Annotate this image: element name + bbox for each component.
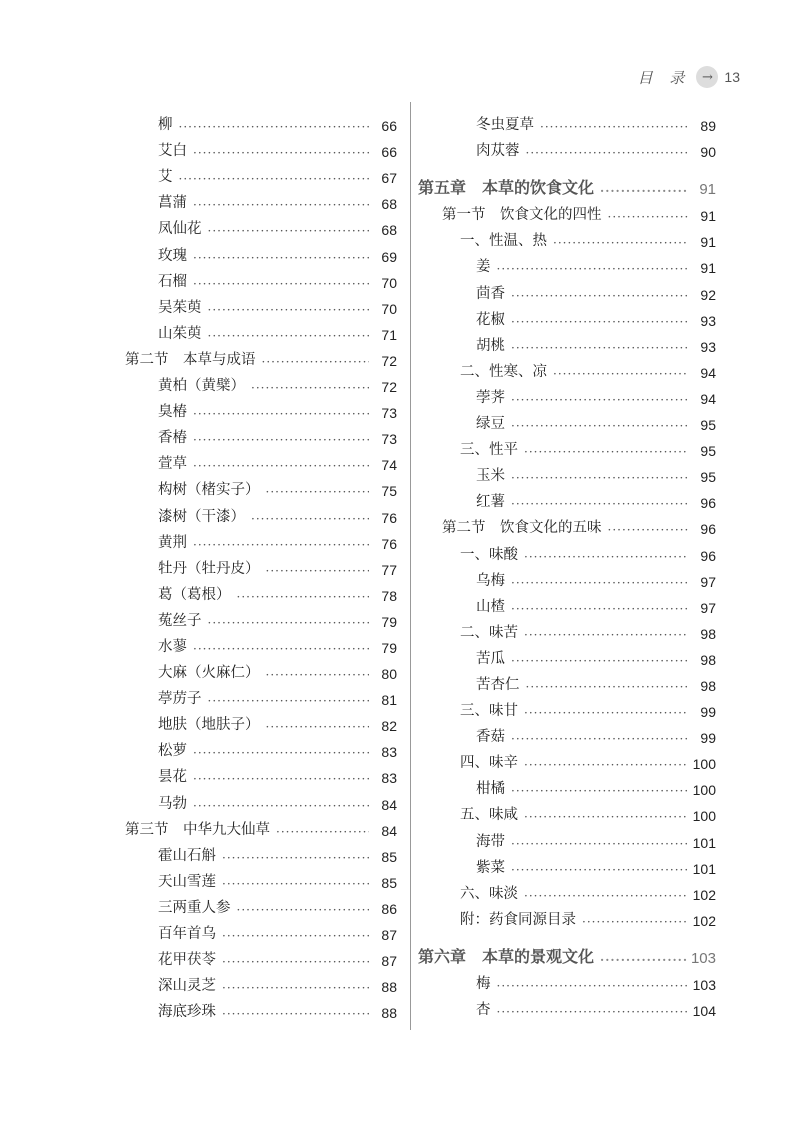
toc-entry-page: 69 (381, 248, 397, 265)
toc-entry-page: 92 (700, 286, 716, 303)
toc-entry-label: 一、味酸 (460, 546, 518, 563)
toc-entry-page: 66 (381, 118, 397, 135)
toc-entry-herb[interactable] (418, 485, 716, 511)
leader-dots (193, 433, 369, 447)
toc-entry-herb[interactable] (418, 642, 716, 668)
toc-entry-label: 花甲茯苓 (158, 952, 216, 969)
leader-dots (222, 877, 369, 891)
toc-entry-herb[interactable] (125, 186, 397, 212)
toc-entry-herb[interactable] (125, 473, 397, 499)
toc-entry-label: 菖蒲 (158, 195, 187, 212)
toc-entry-label: 紫菜 (476, 859, 505, 876)
toc-entry-page: 87 (381, 953, 397, 970)
toc-entry-label: 菟丝子 (158, 612, 202, 629)
toc-entry-herb[interactable] (125, 160, 397, 186)
toc-entry-label: 黄柏（黄檗） (158, 378, 245, 395)
toc-entry-label: 水蓼 (158, 638, 187, 655)
leader-dots (553, 367, 688, 381)
toc-entry-herb[interactable] (125, 265, 397, 291)
toc-entry-page: 98 (700, 677, 716, 694)
leader-dots (251, 512, 369, 526)
toc-entry-page: 99 (700, 730, 716, 747)
toc-entry-sub[interactable] (418, 224, 716, 250)
toc-entry-label: 松萝 (158, 743, 187, 760)
toc-entry-label: 艾 (158, 169, 173, 186)
toc-entry-label: 附：药食同源目录 (460, 911, 576, 928)
toc-entry-herb[interactable] (125, 682, 397, 708)
toc-entry-label: 天山雪莲 (158, 873, 216, 890)
toc-entry-section[interactable] (125, 343, 397, 369)
toc-entry-label: 第三节 中华九大仙草 (125, 821, 270, 838)
toc-entry-label: 漆树（干漆） (158, 508, 245, 525)
toc-entry-herb[interactable] (125, 656, 397, 682)
toc-entry-page: 88 (381, 979, 397, 996)
toc-entry-label: 第二节 饮食文化的五味 (442, 520, 602, 537)
toc-entry-label: 百年首乌 (158, 926, 216, 942)
toc-entry-page: 83 (381, 744, 397, 761)
toc-entry-herb[interactable] (125, 499, 397, 525)
toc-entry-page: 72 (381, 379, 397, 396)
leader-dots (524, 810, 688, 824)
header-page-number: 13 (724, 69, 740, 85)
toc-entry-label: 大麻（火麻仁） (158, 665, 260, 682)
toc-entry-sub[interactable] (418, 903, 716, 929)
toc-entry-page: 76 (381, 535, 397, 552)
leader-dots (511, 576, 688, 590)
toc-entry-label: 霍山石斛 (158, 847, 216, 864)
toc-entry-page: 71 (381, 326, 397, 343)
toc-entry-page: 91 (699, 181, 716, 199)
toc-entry-page: 101 (692, 860, 716, 877)
leader-dots (208, 329, 370, 343)
toc-entry-herb[interactable] (125, 212, 397, 238)
toc-entry-herb[interactable] (125, 317, 397, 343)
toc-entry-herb[interactable] (418, 276, 716, 302)
toc-entry-page: 99 (700, 704, 716, 721)
leader-dots (193, 251, 369, 265)
toc-entry-herb[interactable] (418, 993, 716, 1019)
toc-entry-page: 96 (700, 495, 716, 512)
toc-entry-label: 葛（葛根） (158, 586, 231, 603)
toc-entry-label: 山茱萸 (158, 325, 202, 342)
toc-entry-page: 95 (700, 417, 716, 434)
toc-entry-label: 苦杏仁 (476, 676, 520, 693)
toc-entry-label: 牡丹（牡丹皮） (158, 560, 260, 577)
toc-entry-herb[interactable] (418, 459, 716, 485)
leader-dots (497, 262, 689, 276)
toc-entry-page: 91 (700, 260, 716, 277)
toc-entry-chapter[interactable] (418, 160, 716, 198)
toc-entry-label: 三两重人参 (158, 899, 231, 916)
toc-entry-section[interactable] (125, 813, 397, 839)
leader-dots (179, 120, 370, 134)
toc-entry-page: 70 (381, 274, 397, 291)
toc-entry-page: 75 (381, 483, 397, 500)
toc-right-column (418, 108, 716, 1019)
leader-dots (524, 628, 688, 642)
leader-dots (266, 668, 370, 682)
toc-entry-label: 红薯 (476, 494, 505, 511)
toc-entry-label: 香椿 (158, 430, 187, 447)
leader-dots (193, 746, 369, 760)
leader-dots (222, 955, 369, 969)
toc-entry-label: 玉米 (476, 468, 505, 485)
toc-entry-sub[interactable] (418, 433, 716, 459)
toc-entry-herb[interactable] (125, 134, 397, 160)
leader-dots (276, 825, 369, 839)
leader-dots (511, 497, 688, 511)
leader-dots (540, 120, 688, 134)
running-header (638, 66, 740, 88)
toc-entry-sub[interactable] (418, 877, 716, 903)
header-title: 目 录 (637, 68, 691, 87)
leader-dots (526, 146, 689, 160)
toc-entry-page: 80 (381, 666, 397, 683)
toc-entry-label: 玫瑰 (158, 247, 187, 264)
toc-entry-page: 96 (700, 521, 716, 538)
leader-dots (193, 799, 369, 813)
leader-dots (193, 277, 369, 291)
toc-entry-herb[interactable] (125, 108, 397, 134)
toc-entry-page: 100 (692, 756, 716, 773)
leader-dots (237, 590, 370, 604)
toc-entry-page: 74 (381, 457, 397, 474)
leader-dots (524, 445, 688, 459)
toc-entry-label: 绿豆 (476, 416, 505, 433)
leader-dots (511, 471, 688, 485)
toc-entry-page: 85 (381, 848, 397, 865)
toc-entry-herb[interactable] (125, 891, 397, 917)
toc-entry-label: 吴茱萸 (158, 299, 202, 316)
leader-dots (524, 706, 688, 720)
toc-entry-label: 三、性平 (460, 442, 518, 459)
leader-dots (553, 236, 688, 250)
leader-dots (511, 732, 688, 746)
toc-left-column (125, 108, 397, 1021)
toc-entry-herb[interactable] (418, 303, 716, 329)
toc-entry-page: 66 (381, 144, 397, 161)
toc-entry-herb[interactable] (418, 134, 716, 160)
toc-entry-label: 柳 (158, 117, 173, 134)
toc-entry-page: 103 (692, 976, 716, 993)
toc-entry-page: 91 (700, 234, 716, 251)
toc-entry-herb[interactable] (125, 969, 397, 995)
toc-entry-label: 荸荠 (476, 389, 505, 406)
toc-entry-label: 海底珍珠 (158, 1004, 216, 1021)
toc-entry-herb[interactable] (125, 395, 397, 421)
toc-entry-sub[interactable] (418, 798, 716, 824)
toc-entry-label: 葶苈子 (158, 691, 202, 708)
toc-entry-label: 香菇 (476, 729, 505, 746)
toc-entry-page: 94 (700, 390, 716, 407)
leader-dots (208, 303, 370, 317)
toc-entry-label: 第五章 本草的饮食文化 (418, 178, 595, 198)
leader-dots (193, 146, 369, 160)
toc-entry-page: 70 (381, 300, 397, 317)
toc-entry-herb[interactable] (125, 943, 397, 969)
toc-entry-label: 构树（楮实子） (158, 482, 260, 499)
toc-entry-section[interactable] (418, 511, 716, 537)
toc-entry-label: 姜 (476, 259, 491, 276)
toc-entry-herb[interactable] (418, 250, 716, 276)
toc-entry-herb[interactable] (125, 760, 397, 786)
toc-entry-page: 96 (700, 547, 716, 564)
toc-entry-page: 95 (700, 469, 716, 486)
leader-dots (608, 523, 689, 537)
toc-entry-label: 艾白 (158, 143, 187, 160)
toc-entry-page: 73 (381, 405, 397, 422)
leader-dots (511, 602, 688, 616)
leader-dots (193, 538, 369, 552)
toc-entry-herb[interactable] (125, 291, 397, 317)
toc-entry-label: 五、味咸 (460, 807, 518, 824)
leader-dots (179, 172, 370, 186)
toc-entry-label: 三、味甘 (460, 703, 518, 720)
toc-entry-label: 二、性寒、凉 (460, 363, 547, 380)
toc-entry-page: 84 (381, 822, 397, 839)
toc-entry-page: 102 (692, 886, 716, 903)
leader-dots (222, 929, 369, 943)
toc-entry-page: 85 (381, 874, 397, 891)
toc-entry-label: 海带 (476, 833, 505, 850)
toc-entry-page: 73 (381, 431, 397, 448)
leader-dots (511, 393, 688, 407)
toc-entry-page: 97 (700, 573, 716, 590)
toc-entry-label: 萱草 (158, 456, 187, 473)
toc-entry-herb[interactable] (125, 630, 397, 656)
toc-entry-page: 90 (700, 144, 716, 161)
leader-dots (524, 550, 688, 564)
leader-dots (208, 224, 370, 238)
leader-dots (511, 419, 688, 433)
toc-entry-page: 104 (692, 1003, 716, 1019)
leader-dots (222, 1007, 369, 1021)
toc-entry-page: 93 (700, 312, 716, 329)
leader-dots (193, 459, 369, 473)
arrow-icon: → (696, 66, 718, 88)
leader-dots (208, 694, 370, 708)
toc-entry-page: 67 (381, 170, 397, 187)
toc-entry-page: 68 (381, 196, 397, 213)
toc-entry-page: 95 (700, 443, 716, 460)
leader-dots (497, 979, 689, 993)
toc-entry-label: 山楂 (476, 598, 505, 615)
toc-entry-label: 肉苁蓉 (476, 143, 520, 160)
leader-dots (222, 851, 369, 865)
toc-entry-label: 石榴 (158, 273, 187, 290)
toc-entry-herb[interactable] (125, 552, 397, 578)
toc-entry-label: 苦瓜 (476, 650, 505, 667)
toc-entry-label: 地肤（地肤子） (158, 717, 260, 734)
toc-entry-herb[interactable] (418, 824, 716, 850)
toc-entry-label: 臭椿 (158, 404, 187, 421)
toc-entry-section[interactable] (418, 198, 716, 224)
leader-dots (237, 903, 370, 917)
toc-entry-label: 四、味辛 (460, 755, 518, 772)
toc-entry-page: 94 (700, 364, 716, 381)
leader-dots (524, 758, 688, 772)
toc-entry-herb[interactable] (418, 381, 716, 407)
toc-entry-herb[interactable] (125, 708, 397, 734)
leader-dots (266, 485, 370, 499)
leader-dots (266, 564, 370, 578)
toc-entry-herb[interactable] (125, 526, 397, 552)
toc-entry-herb[interactable] (418, 108, 716, 134)
leader-dots (251, 381, 369, 395)
toc-entry-label: 深山灵芝 (158, 978, 216, 995)
toc-entry-label: 柑橘 (476, 781, 505, 798)
toc-entry-sub[interactable] (418, 537, 716, 563)
toc-entry-herb[interactable] (418, 590, 716, 616)
toc-entry-herb[interactable] (125, 369, 397, 395)
leader-dots (524, 889, 688, 903)
toc-entry-herb[interactable] (125, 734, 397, 760)
toc-entry-sub[interactable] (418, 616, 716, 642)
toc-entry-label: 花椒 (476, 311, 505, 328)
toc-entry-herb[interactable] (418, 772, 716, 798)
leader-dots (600, 953, 687, 967)
leader-dots (193, 642, 369, 656)
toc-entry-herb[interactable] (125, 995, 397, 1021)
toc-entry-herb[interactable] (418, 668, 716, 694)
toc-entry-page: 78 (381, 587, 397, 604)
leader-dots (193, 198, 369, 212)
toc-entry-label: 第二节 本草与成语 (125, 351, 256, 368)
leader-dots (208, 616, 370, 630)
leader-dots (511, 837, 688, 851)
column-divider (410, 102, 411, 1030)
toc-entry-page: 89 (700, 118, 716, 135)
toc-entry-chapter[interactable] (418, 929, 716, 967)
toc-entry-label: 梅 (476, 975, 491, 992)
leader-dots (497, 1005, 689, 1019)
toc-entry-page: 103 (690, 949, 716, 967)
toc-entry-page: 77 (381, 561, 397, 578)
toc-entry-label: 胡桃 (476, 337, 505, 354)
leader-dots (511, 784, 688, 798)
leader-dots (582, 915, 688, 929)
toc-entry-herb[interactable] (125, 578, 397, 604)
toc-entry-herb[interactable] (125, 865, 397, 891)
leader-dots (600, 184, 688, 198)
toc-entry-page: 97 (700, 599, 716, 616)
toc-entry-page: 101 (692, 834, 716, 851)
leader-dots (193, 772, 369, 786)
toc-entry-page: 100 (692, 808, 716, 825)
toc-entry-page: 91 (700, 208, 716, 225)
toc-entry-page: 102 (692, 912, 716, 929)
toc-entry-herb[interactable] (125, 604, 397, 630)
toc-entry-herb[interactable] (125, 917, 397, 943)
toc-entry-page: 79 (381, 639, 397, 656)
toc-entry-herb[interactable] (418, 720, 716, 746)
leader-dots (511, 341, 688, 355)
toc-entry-page: 93 (700, 338, 716, 355)
toc-entry-label: 六、味淡 (460, 885, 518, 902)
toc-entry-page: 83 (381, 770, 397, 787)
toc-entry-label: 冬虫夏草 (476, 117, 534, 134)
leader-dots (193, 407, 369, 421)
toc-entry-herb[interactable] (125, 238, 397, 264)
toc-entry-herb[interactable] (125, 786, 397, 812)
leader-dots (511, 315, 688, 329)
leader-dots (511, 654, 688, 668)
leader-dots (608, 210, 689, 224)
toc-entry-herb[interactable] (418, 407, 716, 433)
leader-dots (266, 720, 370, 734)
toc-entry-page: 84 (381, 796, 397, 813)
toc-entry-label: 凤仙花 (158, 221, 202, 238)
toc-entry-page: 68 (381, 222, 397, 239)
toc-entry-page: 76 (381, 509, 397, 526)
toc-entry-herb[interactable] (125, 447, 397, 473)
toc-entry-herb[interactable] (125, 421, 397, 447)
toc-entry-page: 82 (381, 718, 397, 735)
toc-entry-herb[interactable] (418, 564, 716, 590)
leader-dots (526, 680, 689, 694)
toc-entry-page: 87 (381, 927, 397, 943)
toc-entry-label: 杏 (476, 1002, 491, 1018)
leader-dots (262, 355, 370, 369)
toc-entry-page: 81 (381, 692, 397, 709)
toc-entry-label: 黄荆 (158, 534, 187, 551)
toc-entry-page: 98 (700, 651, 716, 668)
toc-entry-label: 马勃 (158, 795, 187, 812)
leader-dots (511, 863, 688, 877)
toc-entry-page: 72 (381, 352, 397, 369)
toc-entry-herb[interactable] (418, 967, 716, 993)
toc-entry-sub[interactable] (418, 694, 716, 720)
toc-entry-label: 二、味苦 (460, 624, 518, 641)
toc-entry-page: 86 (381, 900, 397, 917)
toc-entry-page: 88 (381, 1005, 397, 1022)
toc-entry-label: 乌梅 (476, 572, 505, 589)
toc-entry-page: 100 (692, 782, 716, 799)
toc-entry-sub[interactable] (418, 746, 716, 772)
toc-entry-page: 98 (700, 625, 716, 642)
toc-entry-label: 茴香 (476, 285, 505, 302)
leader-dots (222, 981, 369, 995)
leader-dots (511, 289, 688, 303)
toc-entry-label: 昙花 (158, 769, 187, 786)
toc-entry-label: 一、性温、热 (460, 233, 547, 250)
toc-entry-sub[interactable] (418, 355, 716, 381)
toc-entry-herb[interactable] (125, 839, 397, 865)
toc-entry-herb[interactable] (418, 329, 716, 355)
toc-entry-label: 第一节 饮食文化的四性 (442, 207, 602, 224)
toc-entry-herb[interactable] (418, 851, 716, 877)
toc-entry-page: 79 (381, 613, 397, 630)
toc-entry-label: 第六章 本草的景观文化 (418, 946, 595, 966)
